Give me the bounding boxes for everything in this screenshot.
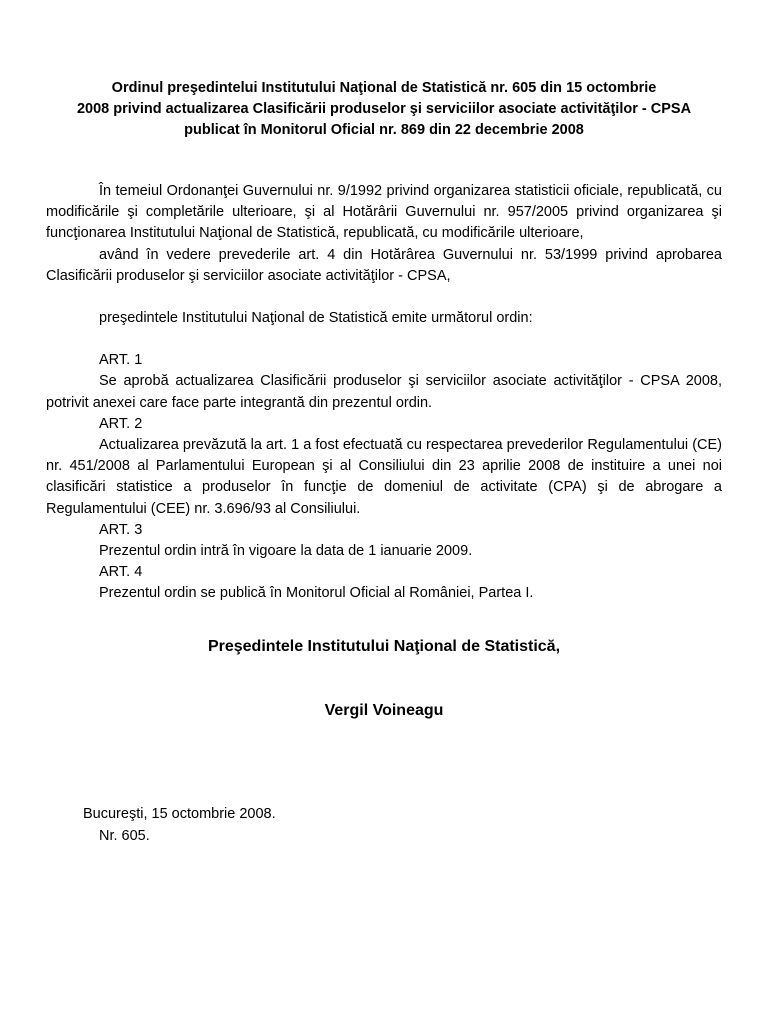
issuing-statement: preşedintele Institutului Naţional de Statistică emite următorul ordin: [99, 310, 533, 327]
article-1-heading: ART. 1 [99, 352, 143, 369]
title-line-1: Ordinul preşedintelui Institutului Naţional de Statistică nr. 605 din 15 octombrie [111, 80, 657, 96]
spacer [46, 329, 722, 350]
article-2-heading: ART. 2 [99, 415, 143, 432]
place-and-date: Bucureşti, 15 octombrie 2008. [83, 806, 276, 822]
document-body [46, 181, 722, 605]
article-2-text: Actualizarea prevăzută la art. 1 a fost efectuată cu respectarea prevederilor Regulamentului (CE) nr. 451/2008 al Parlamentului European şi al Consiliului din 23 aprilie 2008 de instituire a unei noi clasificări statistice a produselor în funcţie de domeniul de activitate (CPA) şi de abrogare a Regulamentului (CEE) nr. 3.696/93 al Consiliului. [46, 437, 722, 517]
signature-name-block [46, 702, 722, 720]
spacer [46, 287, 722, 308]
article-4-text: Prezentul ordin se publică în Monitorul Oficial al României, Partea I. [99, 585, 534, 602]
article-3-text: Prezentul ordin intră în vigoare la data de 1 ianuarie 2009. [99, 543, 473, 560]
article-1-text: Se aprobă actualizarea Clasificării produselor şi serviciilor asociate activităţilor - CPSA 2008, potrivit anexei care face parte integrantă din prezentul ordin. [46, 373, 722, 411]
preamble-paragraph-1: În temeiul Ordonanţei Guvernului nr. 9/1992 privind organizarea statisticii oficiale, republicată, cu modificările şi completările ulterioare, şi al Hotărârii Guvernului nr. 957/2005 privind organizarea şi funcţionarea Institutului Naţional de Statistică, republicată, cu modificările ulterioare, [46, 183, 722, 242]
document-title [40, 78, 728, 141]
signature-block [46, 638, 722, 656]
order-number: Nr. 605. [99, 828, 150, 844]
article-3-heading: ART. 3 [99, 521, 143, 538]
preamble-paragraph-2: având în vedere prevederile art. 4 din Hotărârea Guvernului nr. 53/1999 privind aprobarea Clasificării produselor şi serviciilor asociate activităţilor - CPSA, [46, 246, 722, 284]
title-line-2: 2008 privind actualizarea Clasificării produselor şi serviciilor asociate activităţilor - CPSA [76, 101, 692, 117]
signatory-name: Vergil Voineagu [324, 702, 444, 719]
title-line-3: publicat în Monitorul Oficial nr. 869 din 22 decembrie 2008 [184, 122, 584, 138]
article-4-heading: ART. 4 [99, 564, 143, 581]
signatory-title: Preşedintele Institutului Naţional de Statistică, [207, 638, 561, 655]
